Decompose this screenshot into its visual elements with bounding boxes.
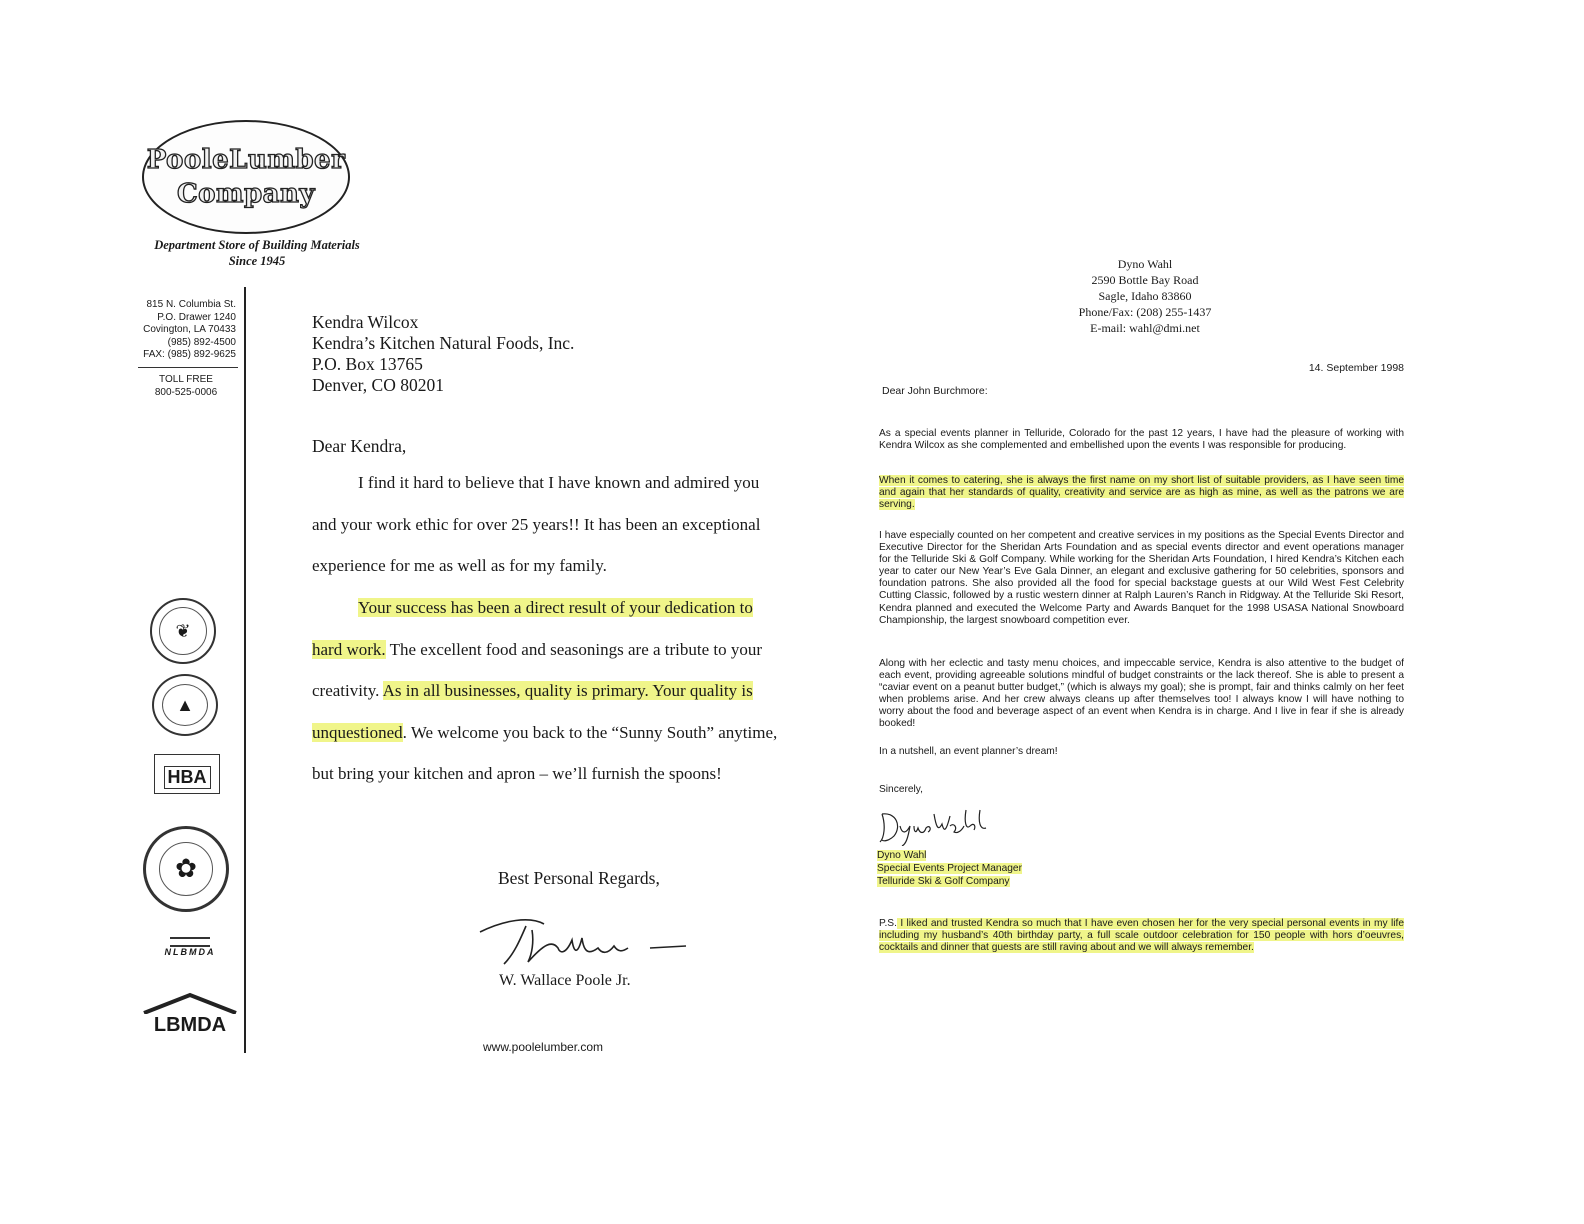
nlbmda-roof-icon bbox=[170, 937, 210, 947]
signature-title: Special Events Project Manager bbox=[877, 863, 1022, 875]
recipient-city: Denver, CO 80201 bbox=[312, 375, 444, 395]
lbmda-roof-icon bbox=[140, 992, 240, 1014]
letterhead-tagline bbox=[132, 237, 382, 269]
sender-name: Dyno Wahl bbox=[1117, 257, 1173, 271]
salutation: Dear John Burchmore: bbox=[882, 385, 988, 397]
highlighted-text: When it comes to catering, she is always the first name on my short list of suitable providers, as I have seen time and again that her standards of quality, creativity and service are as high as mine, as well as the patrons we are serving. bbox=[879, 475, 1404, 511]
highlighted-text: I liked and trusted Kendra so much that I have even chosen her for the very special personal events in my life including my husband’s 40th birthday party, a full scale outdoor celebration for 150 people with hors d’oeuvres, cocktails and dinner that guests are still raving about and we will always remember. bbox=[879, 918, 1404, 954]
nutshell-line: In a nutshell, an event planner’s dream! bbox=[879, 746, 1058, 757]
lbmda-text: LBMDA bbox=[153, 1014, 227, 1036]
letterhead-vertical-rule bbox=[244, 287, 246, 1053]
nlbmda-text: NLBMDA bbox=[164, 947, 216, 957]
body-text: . We welcome you back to the “Sunny South” anytime, but bring your kitchen and apron – we’ll furnish the spoons! bbox=[312, 722, 778, 783]
sign-off: Sincerely, bbox=[879, 784, 923, 795]
sender-city: Sagle, Idaho 83860 bbox=[1098, 289, 1192, 303]
signature-name: Dyno Wahl bbox=[877, 850, 927, 861]
recipient-company: Kendra’s Kitchen Natural Foods, Inc. bbox=[312, 333, 575, 353]
logo-line-1: PooleLumber bbox=[146, 145, 346, 175]
toll-free-number: 800-525-0006 bbox=[154, 386, 218, 398]
dyno-wahl-signature bbox=[876, 804, 988, 846]
reference-paragraph-2 bbox=[879, 475, 1404, 511]
body-paragraph-2 bbox=[312, 587, 782, 795]
reference-paragraph-3: I have especially counted on her competent and creative services in my positions as the Special Events Director and Executive Director for the Sheridan Arts Foundation and as special events director and event operations manager for the Telluride Ski & Golf Company. While working for the Sheridan Arts Foundation, I hired Kendra’s Kitchen each year to cater our New Year’s Eve Gala Dinner, an elegant and exclusive gathering for 50 celebrities, sponsors and foundation patrons. She also provided all the food for special backstage guests at our Wild West Fest Celebrity Cutting Classic, followed by a rustic western dinner at Ralph Lauren’s Ranch in Ridgway. At the Telluride Ski Resort, Kendra planned and executed the Welcome Party and Awards Banquet for the 1998 USASA National Snowboard Championship, the largest snowboard competition ever. bbox=[879, 530, 1404, 626]
website-link[interactable]: www.poolelumber.com bbox=[483, 1040, 604, 1054]
toll-free-block bbox=[134, 374, 238, 399]
contact-divider bbox=[138, 367, 238, 368]
logo-line-2: Company bbox=[176, 179, 316, 209]
contact-line: Covington, LA 70433 bbox=[143, 324, 236, 335]
contact-line: 815 N. Columbia St. bbox=[146, 299, 236, 310]
contact-line: (985) 892-4500 bbox=[167, 336, 236, 348]
closing: Best Personal Regards, bbox=[498, 868, 660, 888]
recipient-name: Kendra Wilcox bbox=[312, 312, 419, 332]
sender-email: E-mail: wahl@dmi.net bbox=[1090, 321, 1200, 335]
signer-name: W. Wallace Poole Jr. bbox=[499, 972, 631, 989]
sender-phone: Phone/Fax: (208) 255-1437 bbox=[1078, 305, 1212, 319]
greeting: Dear Kendra, bbox=[312, 436, 407, 456]
lbmda-logo bbox=[140, 992, 240, 1040]
since-text: Since 1945 bbox=[228, 254, 286, 268]
nlbmda-logo bbox=[158, 937, 222, 959]
body-text: The excellent food and seasonings are a tribute to your creativity. bbox=[312, 639, 763, 700]
home-builders-association-seal-icon: ✿ bbox=[143, 826, 229, 912]
reference-paragraph-4: Along with her eclectic and tasty menu choices, and impeccable service, Kendra is also attentive to the budget of each event, providing agreeable solutions mindful of budget constraints or the lack thereof. She is able to present a “caviar event on a peanut butter budget,” (which is always my goal); she is prompt, fair and thinks calmly on her feet when problems arise. And her crew always cleans up after themselves too! I always know I will have nothing to worry about the food and beverage aspect of an event when Kendra is in charge. And I live in fear if she is already booked! bbox=[879, 658, 1404, 730]
association-seal-state-icon: ▲ bbox=[152, 674, 218, 736]
reference-paragraph-1: As a special events planner in Telluride, Colorado for the past 12 years, I have had the pleasure of working with Kendra Wilcox as she complemented and embellished upon the events I was responsible for producing. bbox=[879, 428, 1404, 452]
contact-line: FAX: (985) 892-9625 bbox=[143, 349, 236, 360]
toll-free-label: TOLL FREE bbox=[159, 374, 213, 385]
letter-date: 14. September 1998 bbox=[1308, 362, 1404, 374]
association-seal-eagle-icon: ❦ bbox=[150, 598, 216, 664]
ps-label: P.S. bbox=[879, 918, 897, 929]
sender-letterhead bbox=[1040, 256, 1250, 336]
recipient-po-box: P.O. Box 13765 bbox=[312, 354, 423, 374]
sender-street: 2590 Bottle Bay Road bbox=[1091, 273, 1199, 287]
contact-block bbox=[128, 299, 236, 362]
hba-text: HBA bbox=[164, 766, 211, 789]
postscript bbox=[879, 918, 1404, 954]
poole-lumber-logo bbox=[142, 120, 350, 234]
tagline-text: Department Store of Building Materials bbox=[154, 238, 360, 252]
signature-company: Telluride Ski & Golf Company bbox=[877, 876, 1010, 888]
contact-line: P.O. Drawer 1240 bbox=[157, 311, 236, 323]
highlighted-text: Your success has been a direct result of your dedication to hard work. bbox=[312, 598, 753, 659]
highlighted-text: As in all businesses, quality is primary. Your quality is unquestioned bbox=[312, 681, 753, 742]
body-paragraph-1: I find it hard to believe that I have known and admired you and your work ethic for over 25 years!! It has been an exceptional experience for me as well as for my family. bbox=[312, 473, 761, 575]
wallace-poole-signature bbox=[474, 910, 694, 968]
recipient-address bbox=[312, 312, 574, 396]
signature-block bbox=[877, 849, 1022, 889]
hba-logo bbox=[154, 754, 220, 794]
